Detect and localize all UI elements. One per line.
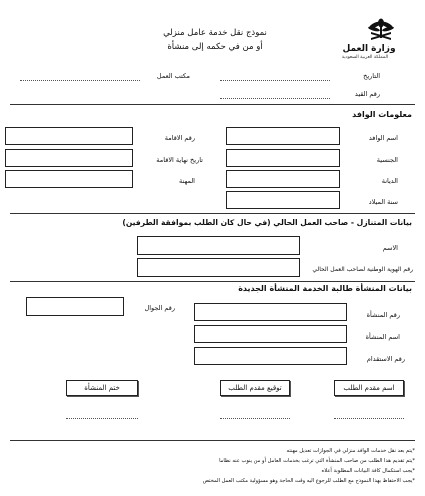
expat-section-heading: معلومات الوافد [352,110,412,119]
religion-input[interactable] [226,170,340,188]
date-label: التاريخ [363,72,380,80]
birth-year-label: سنة الميلاد [368,198,398,206]
iqama-number-label: رقم الاقامة [164,134,195,142]
expat-name-label: اسم الوافد [368,134,398,142]
recruitment-number-input[interactable] [194,347,347,365]
note-line: *يتم بعد نقل خدمات الوافد منزلي في الجوازات تعديل مهنته [286,448,415,454]
religion-label: الديانة [381,177,398,185]
iqama-number-input[interactable] [5,127,133,145]
mobile-label: رقم الجوال [144,304,175,312]
note-line: *يجب استكمال كافة البيانات المطلوبة أعلاه [321,468,415,474]
divider [10,440,415,441]
nationality-input[interactable] [226,149,340,167]
form-title: نموذج نقل خدمة عامل منزلي [163,28,267,38]
establishment-number-label: رقم المنشأة [366,311,400,319]
divider [10,104,415,105]
registration-field[interactable] [220,98,330,99]
nationality-label: الجنسية [376,156,398,164]
profession-label: المهنة [179,177,195,185]
office-field[interactable] [20,80,140,81]
note-line: *يجب الاحتفاظ بهذا النموذج مع الطلب للرجوع اليه وقت الحاجة وهو مسؤولية مكتب العمل المختص [202,478,415,484]
applicant-signature-button[interactable]: توقيع مقدم الطلب [220,380,290,396]
applicant-name-button[interactable]: اسم مقدم الطلب [334,380,404,396]
profession-input[interactable] [5,170,133,188]
note-line: *يتم تقديم هذا الطلب من صاحب المنشأة التي ترغب بخدمات العامل أو من ينوب عنه نظاما [219,458,415,464]
form-subtitle: أو من في حكمه إلى منشأة [167,42,263,52]
ministry-subtitle: المملكة العربية السعودية [341,55,389,60]
establishment-name-label: اسم المنشأة [365,333,400,341]
palm-logo-icon [366,18,396,44]
registration-label: رقم القيد [354,90,380,98]
divider [10,213,415,214]
establishment-section-heading: بيانات المنشأة طالبة الخدمة المنشأة الجديدة [238,284,412,293]
expat-name-input[interactable] [226,127,340,145]
divider [10,281,415,282]
signature-line [220,418,290,419]
birth-year-input[interactable] [226,191,340,209]
establishment-stamp-button[interactable]: ختم المنشأة [66,380,138,396]
establishment-name-input[interactable] [194,325,347,343]
iqama-expiry-input[interactable] [5,149,133,167]
office-label: مكتب العمل [156,72,190,80]
ministry-name: وزارة العمل [342,44,396,54]
employer-id-label: رقم الهوية الوطنية لصاحب العمل الحالي [312,266,413,273]
establishment-number-input[interactable] [194,303,347,321]
employer-id-input[interactable] [137,258,300,277]
employer-name-input[interactable] [137,236,300,255]
date-field[interactable] [220,80,330,81]
employer-section-heading: بيانات المتنازل - صاحب العمل الحالي (في حال كان الطلب بموافقة الطرفين) [122,218,412,227]
employer-name-label: الاسم [382,244,398,252]
name-line [334,418,404,419]
mobile-input[interactable] [26,297,124,316]
stamp-line [66,418,138,419]
recruitment-number-label: رقم الاستقدام [366,355,405,363]
iqama-expiry-label: تاريخ نهاية الاقامة [156,156,203,164]
